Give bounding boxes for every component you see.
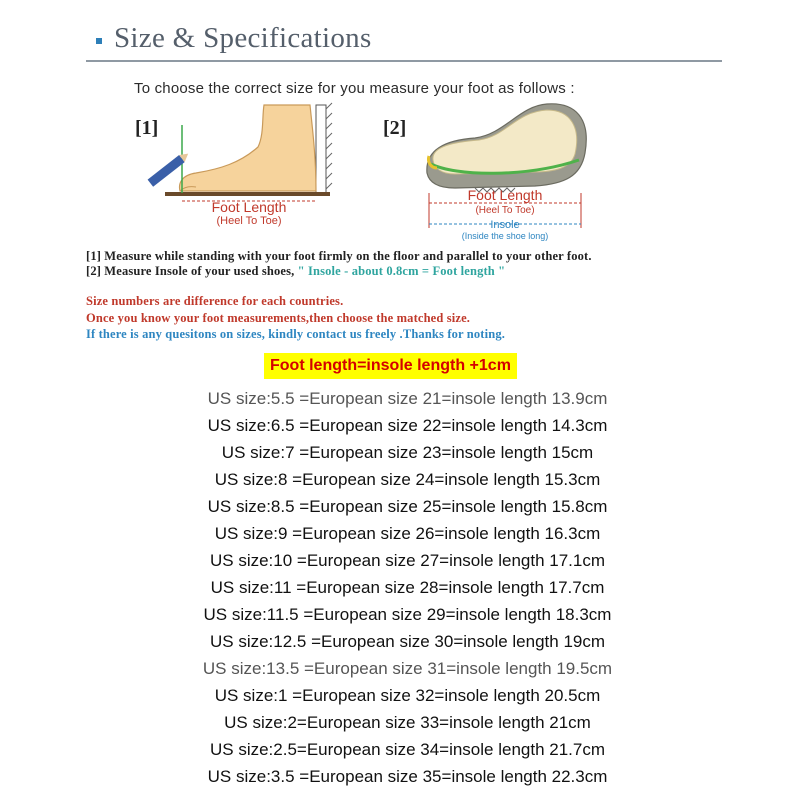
size-row: US size:5.5 =European size 21=insole length 13.9cm xyxy=(207,389,608,408)
note-line-1: [1] Measure while standing with your foot firmly on the floor and parallel to your other foot. xyxy=(86,249,592,263)
size-row: US size:6.5 =European size 22=insole length 14.3cm xyxy=(207,416,608,435)
size-chart-list xyxy=(0,385,800,790)
formula-banner: Foot length=insole length +1cm xyxy=(264,353,517,379)
size-row: US size:10 =European size 27=insole length 17.1cm xyxy=(209,551,606,570)
intro-text: To choose the correct size for you measure your foot as follows : xyxy=(134,80,575,97)
size-row: US size:8 =European size 24=insole length 15.3cm xyxy=(214,470,601,489)
size-row: US size:2.5=European size 34=insole length 21.7cm xyxy=(209,740,606,759)
heel-to-toe-label: (Heel To Toe) xyxy=(216,215,282,227)
size-row: US size:9 =European size 26=insole length 16.3cm xyxy=(214,524,601,543)
note-line-2-prefix: [2] Measure Insole of your used shoes, xyxy=(86,264,298,278)
foot-length-label-2: Foot Length xyxy=(467,187,543,203)
size-row: US size:11 =European size 28=insole length 17.7cm xyxy=(210,578,605,597)
note-blue: If there is any quesitons on sizes, kindly contact us freely .Thanks for noting. xyxy=(86,327,505,341)
insole-measure-illustration xyxy=(415,98,595,243)
size-row: US size:8.5 =European size 25=insole length 15.8cm xyxy=(207,497,608,516)
insole-note: (Inside the shoe long) xyxy=(461,231,549,241)
size-row: US size:1 =European size 32=insole length 20.5cm xyxy=(214,686,601,705)
note-line-2-highlight: " Insole - about 0.8cm = Foot length " xyxy=(297,264,506,278)
heel-to-toe-label-2: (Heel To Toe) xyxy=(475,205,535,216)
size-row: US size:13.5 =European size 31=insole length 19.5cm xyxy=(202,659,613,678)
note-line-2 xyxy=(86,264,505,279)
foot-length-label: Foot Length xyxy=(211,199,287,215)
step-1-label: [1] xyxy=(135,117,159,139)
size-row: US size:12.5 =European size 30=insole length 19cm xyxy=(209,632,606,651)
page-title: Size & Specifications xyxy=(114,22,372,54)
title-bullet xyxy=(96,38,102,44)
size-row: US size:7 =European size 23=insole length 15cm xyxy=(221,443,594,462)
step-2-label: [2] xyxy=(383,117,407,139)
note-red-2: Once you know your foot measurements,then choose the matched size. xyxy=(86,311,471,325)
note-red-1: Size numbers are difference for each countries. xyxy=(86,294,344,308)
size-row: US size:2=European size 33=insole length 21cm xyxy=(224,713,591,732)
size-row: US size:11.5 =European size 29=insole length 18.3cm xyxy=(203,605,612,624)
title-divider xyxy=(86,60,722,62)
foot-measure-illustration xyxy=(140,95,350,235)
size-row: US size:3.5 =European size 35=insole length 22.3cm xyxy=(207,767,608,786)
insole-label: Insole xyxy=(490,219,520,231)
